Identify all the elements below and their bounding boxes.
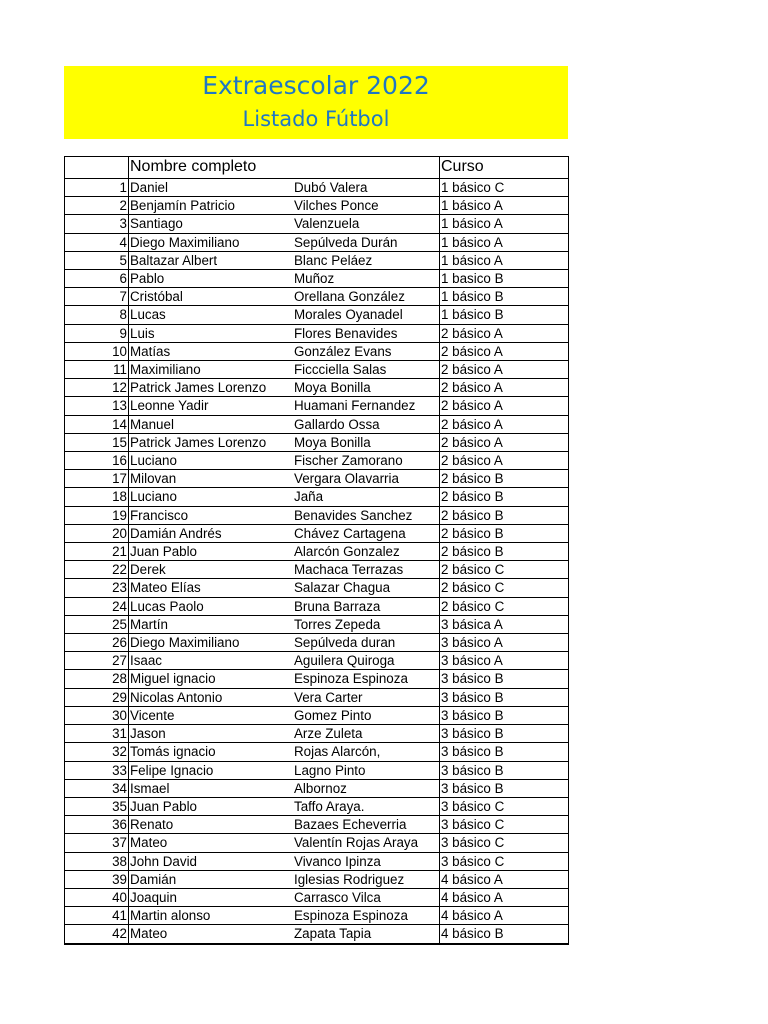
student-first-name: Pablo: [129, 270, 295, 288]
student-first-name: Felipe Ignacio: [129, 761, 295, 779]
student-first-name: Renato: [129, 816, 295, 834]
student-last-name: Dubó Valera: [294, 179, 440, 197]
student-course: 3 básico B: [440, 725, 570, 743]
table-row: [64, 288, 569, 306]
table-row: [64, 470, 569, 488]
student-last-name: Benavides Sanchez: [294, 506, 440, 524]
row-number: 20: [64, 524, 129, 542]
student-first-name: Mateo: [129, 834, 295, 852]
header-curso: Curso: [440, 156, 570, 179]
student-course: 4 básico A: [440, 888, 570, 906]
row-number: 40: [64, 888, 129, 906]
student-last-name: Sepúlveda Durán: [294, 233, 440, 251]
student-course: 2 básico B: [440, 506, 570, 524]
table-row: [64, 233, 569, 251]
student-course: 2 básico B: [440, 470, 570, 488]
table-row: [64, 816, 569, 834]
row-number: 36: [64, 816, 129, 834]
student-first-name: Tomás ignacio: [129, 743, 295, 761]
row-number: 1: [64, 179, 129, 197]
student-first-name: Damián Andrés: [129, 524, 295, 542]
student-first-name: Daniel: [129, 179, 295, 197]
student-course: 3 básica A: [440, 615, 570, 633]
student-course: 3 básico C: [440, 816, 570, 834]
student-course: 2 básico A: [440, 397, 570, 415]
row-number: 27: [64, 652, 129, 670]
student-course: 2 básico A: [440, 342, 570, 360]
row-number: 30: [64, 706, 129, 724]
row-number: 25: [64, 615, 129, 633]
table-row: [64, 706, 569, 724]
student-course: 1 básico B: [440, 288, 570, 306]
student-last-name: Machaca Terrazas: [294, 561, 440, 579]
table-row: [64, 397, 569, 415]
table-row: [64, 306, 569, 324]
student-last-name: Fischer Zamorano: [294, 452, 440, 470]
student-last-name: Rojas Alarcón,: [294, 743, 440, 761]
table-body: [64, 179, 569, 944]
student-last-name: Blanc Peláez: [294, 251, 440, 269]
student-course: 1 básico A: [440, 251, 570, 269]
student-last-name: Chávez Cartagena: [294, 524, 440, 542]
student-course: 2 básico A: [440, 361, 570, 379]
header-nombre-completo: Nombre completo: [129, 156, 295, 179]
student-first-name: Nicolas Antonio: [129, 688, 295, 706]
student-first-name: Milovan: [129, 470, 295, 488]
student-first-name: Leonne Yadir: [129, 397, 295, 415]
row-number: 13: [64, 397, 129, 415]
student-last-name: Alarcón Gonzalez: [294, 543, 440, 561]
table-row: [64, 907, 569, 925]
student-last-name: Muñoz: [294, 270, 440, 288]
student-last-name: Moya Bonilla: [294, 379, 440, 397]
row-number: 14: [64, 415, 129, 433]
table-row: [64, 361, 569, 379]
student-first-name: Lucas: [129, 306, 295, 324]
table-row: [64, 452, 569, 470]
student-first-name: Luciano: [129, 452, 295, 470]
student-last-name: Huamani Fernandez: [294, 397, 440, 415]
student-last-name: Gomez Pinto: [294, 706, 440, 724]
row-number: 31: [64, 725, 129, 743]
student-last-name: Morales Oyanadel: [294, 306, 440, 324]
table-row: [64, 561, 569, 579]
student-course: 2 básico C: [440, 579, 570, 597]
student-course: 2 básico A: [440, 379, 570, 397]
student-course: 3 básico B: [440, 743, 570, 761]
row-number: 19: [64, 506, 129, 524]
row-number: 41: [64, 907, 129, 925]
student-course: 3 básico B: [440, 706, 570, 724]
row-number: 23: [64, 579, 129, 597]
table-row: [64, 834, 569, 852]
student-course: 4 básico A: [440, 870, 570, 888]
header-apellidos: [294, 156, 440, 179]
student-first-name: Miguel ignacio: [129, 670, 295, 688]
table-row: [64, 652, 569, 670]
student-course: 2 básico A: [440, 452, 570, 470]
row-number: 15: [64, 433, 129, 451]
student-first-name: Derek: [129, 561, 295, 579]
table-row: [64, 597, 569, 615]
student-course: 4 básico A: [440, 907, 570, 925]
student-course: 3 básico B: [440, 688, 570, 706]
row-number: 21: [64, 543, 129, 561]
row-number: 18: [64, 488, 129, 506]
student-first-name: Matías: [129, 342, 295, 360]
student-first-name: Patrick James Lorenzo: [129, 433, 295, 451]
row-number: 35: [64, 797, 129, 815]
student-first-name: Francisco: [129, 506, 295, 524]
student-last-name: Jaña: [294, 488, 440, 506]
row-number: 29: [64, 688, 129, 706]
row-number: 22: [64, 561, 129, 579]
table-row: [64, 725, 569, 743]
student-last-name: Lagno Pinto: [294, 761, 440, 779]
student-last-name: Carrasco Vilca: [294, 888, 440, 906]
student-last-name: González Evans: [294, 342, 440, 360]
table-row: [64, 852, 569, 870]
row-number: 5: [64, 251, 129, 269]
student-roster-table: [64, 156, 569, 944]
student-last-name: Espinoza Espinoza: [294, 907, 440, 925]
student-last-name: Aguilera Quiroga: [294, 652, 440, 670]
student-course: 2 básico C: [440, 561, 570, 579]
student-last-name: Vivanco Ipinza: [294, 852, 440, 870]
student-course: 2 básico B: [440, 524, 570, 542]
student-course: 1 basico B: [440, 270, 570, 288]
student-first-name: Santiago: [129, 215, 295, 233]
student-last-name: Valentín Rojas Araya: [294, 834, 440, 852]
student-course: 3 básico C: [440, 834, 570, 852]
header-number: [64, 156, 129, 179]
row-number: 9: [64, 324, 129, 342]
student-last-name: Espinoza Espinoza: [294, 670, 440, 688]
student-last-name: Salazar Chagua: [294, 579, 440, 597]
student-first-name: Martín: [129, 615, 295, 633]
student-course: 2 básico B: [440, 488, 570, 506]
student-last-name: Flores Benavides: [294, 324, 440, 342]
student-course: 2 básico A: [440, 433, 570, 451]
row-number: 33: [64, 761, 129, 779]
student-last-name: Gallardo Ossa: [294, 415, 440, 433]
student-last-name: Arze Zuleta: [294, 725, 440, 743]
table-row: [64, 688, 569, 706]
student-course: 3 básico C: [440, 797, 570, 815]
student-course: 3 básico B: [440, 779, 570, 797]
row-number: 11: [64, 361, 129, 379]
table-row: [64, 870, 569, 888]
table-row: [64, 251, 569, 269]
table-row: [64, 634, 569, 652]
table-row: [64, 342, 569, 360]
student-first-name: Patrick James Lorenzo: [129, 379, 295, 397]
row-number: 37: [64, 834, 129, 852]
table-row: [64, 270, 569, 288]
student-last-name: Sepúlveda duran: [294, 634, 440, 652]
student-course: 2 básico B: [440, 543, 570, 561]
row-number: 2: [64, 197, 129, 215]
student-course: 1 básico C: [440, 179, 570, 197]
table-row: [64, 761, 569, 779]
row-number: 39: [64, 870, 129, 888]
row-number: 24: [64, 597, 129, 615]
student-first-name: Diego Maximiliano: [129, 634, 295, 652]
student-first-name: Ismael: [129, 779, 295, 797]
student-first-name: Vicente: [129, 706, 295, 724]
row-number: 17: [64, 470, 129, 488]
row-number: 38: [64, 852, 129, 870]
student-course: 3 básico A: [440, 652, 570, 670]
student-last-name: Torres Zepeda: [294, 615, 440, 633]
student-last-name: Ficcciella Salas: [294, 361, 440, 379]
student-first-name: Isaac: [129, 652, 295, 670]
student-last-name: Bruna Barraza: [294, 597, 440, 615]
student-last-name: Vergara Olavarria: [294, 470, 440, 488]
table-row: [64, 670, 569, 688]
table-row: [64, 888, 569, 906]
row-number: 7: [64, 288, 129, 306]
student-first-name: Luciano: [129, 488, 295, 506]
row-number: 34: [64, 779, 129, 797]
table-row: [64, 488, 569, 506]
student-first-name: John David: [129, 852, 295, 870]
table-row: [64, 415, 569, 433]
student-first-name: Luis: [129, 324, 295, 342]
row-number: 3: [64, 215, 129, 233]
table-row: [64, 925, 569, 943]
student-course: 1 básico B: [440, 306, 570, 324]
row-number: 16: [64, 452, 129, 470]
row-number: 10: [64, 342, 129, 360]
student-last-name: Taffo Araya.: [294, 797, 440, 815]
row-number: 28: [64, 670, 129, 688]
table-row: [64, 797, 569, 815]
table-row: [64, 506, 569, 524]
student-last-name: Bazaes Echeverria: [294, 816, 440, 834]
student-course: 3 básico B: [440, 761, 570, 779]
student-course: 1 básico A: [440, 215, 570, 233]
row-number: 12: [64, 379, 129, 397]
table-row: [64, 524, 569, 542]
student-first-name: Cristóbal: [129, 288, 295, 306]
student-first-name: Juan Pablo: [129, 797, 295, 815]
student-last-name: Zapata Tapia: [294, 925, 440, 943]
student-first-name: Baltazar Albert: [129, 251, 295, 269]
student-last-name: Vilches Ponce: [294, 197, 440, 215]
student-course: 1 básico A: [440, 233, 570, 251]
student-last-name: Orellana González: [294, 288, 440, 306]
student-course: 4 básico B: [440, 925, 570, 943]
table-header-row: [64, 156, 569, 179]
student-course: 1 básico A: [440, 197, 570, 215]
table-row: [64, 379, 569, 397]
title-banner: [64, 66, 568, 139]
table-row: [64, 779, 569, 797]
student-last-name: Valenzuela: [294, 215, 440, 233]
student-course: 2 básico C: [440, 597, 570, 615]
student-first-name: Lucas Paolo: [129, 597, 295, 615]
row-number: 6: [64, 270, 129, 288]
student-first-name: Maximiliano: [129, 361, 295, 379]
student-course: 3 básico A: [440, 634, 570, 652]
student-course: 2 básico A: [440, 415, 570, 433]
row-number: 26: [64, 634, 129, 652]
table-row: [64, 179, 569, 197]
student-last-name: Vera Carter: [294, 688, 440, 706]
student-first-name: Damián: [129, 870, 295, 888]
student-first-name: Mateo Elías: [129, 579, 295, 597]
table-row: [64, 197, 569, 215]
student-course: 3 básico C: [440, 852, 570, 870]
table-row: [64, 324, 569, 342]
table-row: [64, 743, 569, 761]
table-row: [64, 433, 569, 451]
student-last-name: Albornoz: [294, 779, 440, 797]
table-row: [64, 215, 569, 233]
student-first-name: Mateo: [129, 925, 295, 943]
table-row: [64, 579, 569, 597]
student-first-name: Jason: [129, 725, 295, 743]
row-number: 8: [64, 306, 129, 324]
student-first-name: Martin alonso: [129, 907, 295, 925]
row-number: 42: [64, 925, 129, 943]
student-first-name: Joaquin: [129, 888, 295, 906]
row-number: 32: [64, 743, 129, 761]
row-number: 4: [64, 233, 129, 251]
student-course: 2 básico A: [440, 324, 570, 342]
student-course: 3 básico B: [440, 670, 570, 688]
student-first-name: Benjamín Patricio: [129, 197, 295, 215]
student-last-name: Moya Bonilla: [294, 433, 440, 451]
student-first-name: Manuel: [129, 415, 295, 433]
document-subtitle: Listado Fútbol: [242, 107, 390, 131]
document-title: Extraescolar 2022: [202, 71, 430, 100]
table-row: [64, 543, 569, 561]
table-row: [64, 615, 569, 633]
student-last-name: Iglesias Rodriguez: [294, 870, 440, 888]
student-first-name: Diego Maximiliano: [129, 233, 295, 251]
student-first-name: Juan Pablo: [129, 543, 295, 561]
